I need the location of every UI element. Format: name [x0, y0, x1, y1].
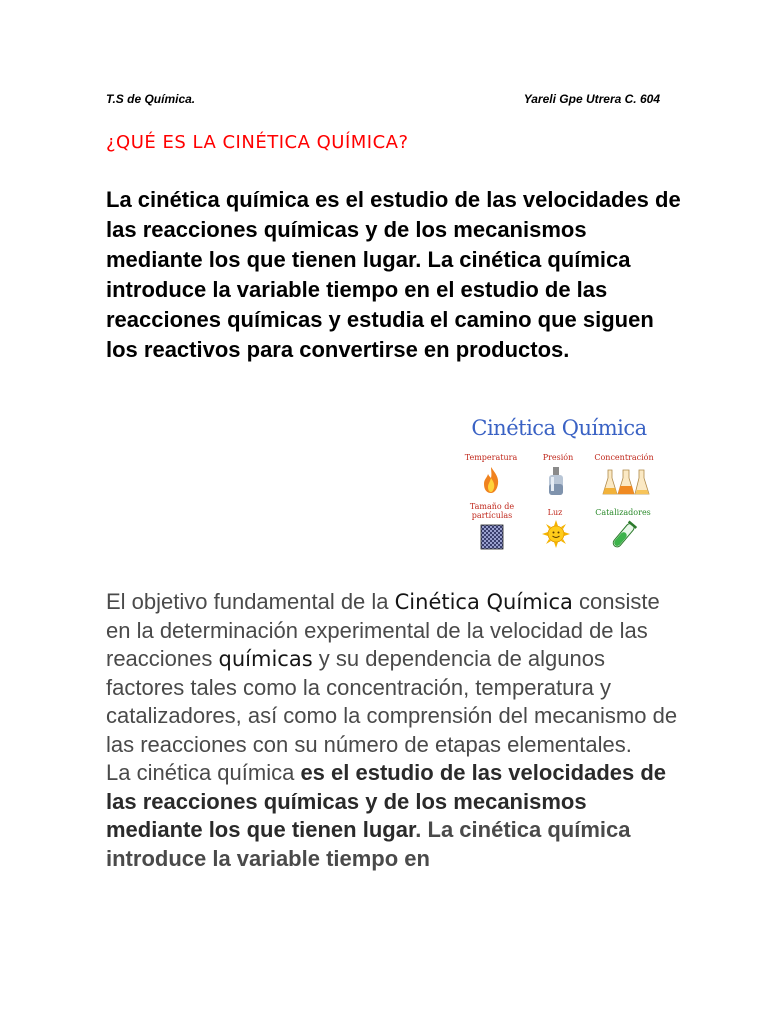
objective-paragraph [106, 588, 686, 873]
highlight-cinetica-quimica: Cinética Química [394, 590, 573, 614]
objective-text-2: consiste en la determinación experimental de la velocidad de las reacciones [106, 589, 660, 671]
test-tube-icon [608, 520, 638, 552]
label-presion: Presión [542, 453, 574, 462]
label-tamano-line2: partículas [471, 511, 513, 520]
kinetics-factors-figure [460, 416, 658, 558]
flasks-icon [602, 468, 650, 498]
definition-text-1: La cinética química [106, 760, 301, 785]
label-catalizadores: Catalizadores [595, 508, 651, 517]
label-tamano [462, 502, 522, 520]
label-luz: Luz [547, 508, 563, 517]
objective-text-1: El objetivo fundamental de la [106, 589, 395, 614]
highlight-definition: es el estudio de las velocidades de las reacciones químicas y de los mecanismos mediante los que tienen lugar [106, 760, 667, 842]
objective-text-3: y su dependencia de algunos factores tales como la concentración, temperatura y catalizadores, así como la comprensión del mecanismo de las reacciones con su número de etapas elementales. [106, 646, 678, 757]
definition-text-2: . La cinética química introduce la variable tiempo en [106, 817, 631, 871]
intro-paragraph: La cinética química es el estudio de las velocidades de las reacciones químicas y de los mecanismos mediante los que tienen lugar. La cinética química introduce la variable tiempo en el estudio de las reacciones químicas y estudia el camino que siguen los reactivos para convertirse en productos. [106, 187, 681, 362]
page-title: ¿QUÉ ES LA CINÉTICA QUÍMICA? [106, 132, 409, 153]
flame-icon [482, 466, 500, 494]
sun-icon [542, 520, 570, 548]
header-author: Yareli Gpe Utrera C. 604 [523, 92, 660, 106]
pressure-cylinder-icon [546, 466, 566, 498]
label-concentracion: Concentración [594, 453, 654, 462]
header-course: T.S de Química. [106, 92, 196, 106]
label-temperatura: Temperatura [464, 453, 518, 462]
particles-icon [480, 524, 504, 550]
label-tamano-line1: Tamaño de [469, 502, 515, 511]
figure-title: Cinética Química [471, 416, 647, 440]
highlight-quimicas: químicas [218, 647, 313, 671]
